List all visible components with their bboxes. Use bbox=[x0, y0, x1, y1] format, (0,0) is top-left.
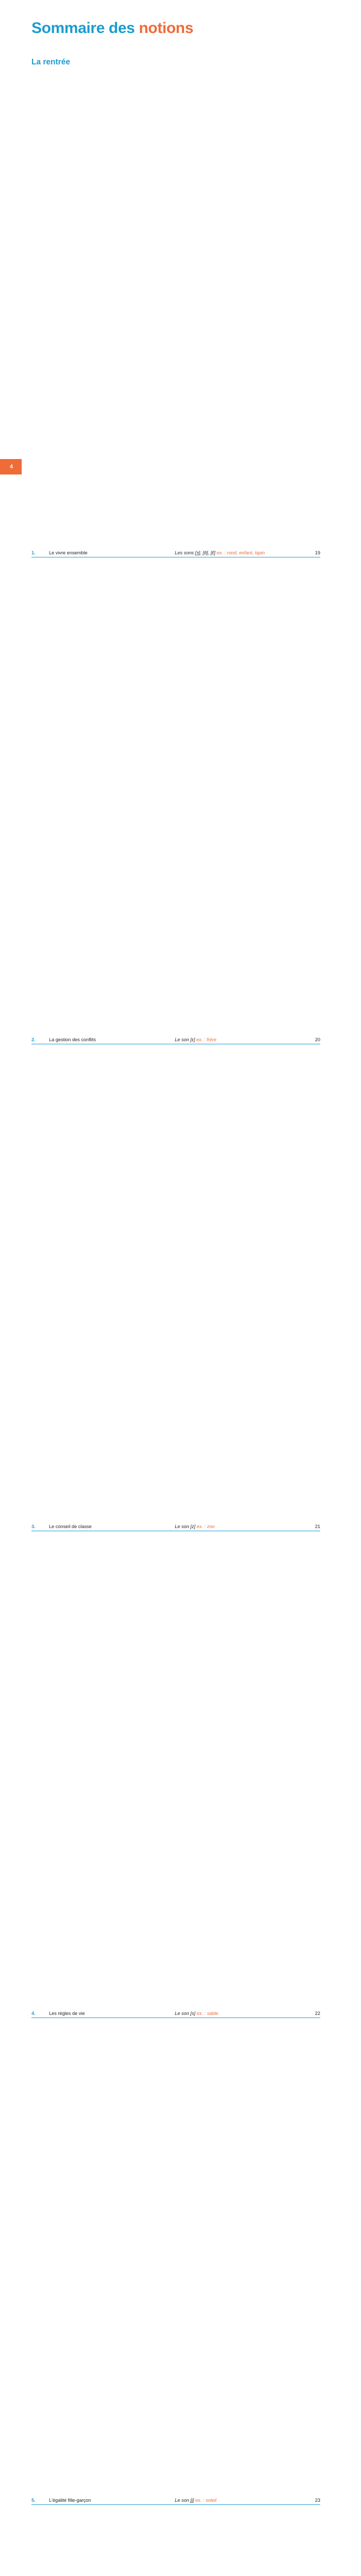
table-row[interactable] bbox=[31, 2018, 320, 2504]
toc-table bbox=[31, 70, 320, 2576]
entry-page bbox=[303, 2504, 320, 2576]
entry-title[interactable]: Les règles de vie bbox=[49, 1531, 175, 2018]
entry-number: 1. bbox=[31, 70, 49, 557]
notion-label: Le son [s] bbox=[175, 2010, 195, 2016]
section-heading: La rentrée bbox=[31, 58, 70, 66]
notion-example: ex. : soleil bbox=[195, 2497, 217, 2503]
page-number: 4 bbox=[9, 464, 13, 470]
entry-notion bbox=[175, 1531, 303, 2018]
table-row[interactable] bbox=[31, 1044, 320, 1531]
page-title-main: Sommaire des bbox=[31, 20, 139, 37]
notion-label: Les sons [ʒ], [ɑ̃], [ɛ̃] bbox=[175, 550, 216, 555]
entry-title[interactable]: Le vivre ensemble bbox=[49, 70, 175, 557]
entry-notion bbox=[175, 2018, 303, 2504]
notion-example: ex. : zoo bbox=[196, 1523, 215, 1529]
table-row[interactable] bbox=[31, 70, 320, 557]
entry-notion bbox=[175, 70, 303, 557]
notion-example: ex. : frère bbox=[196, 1037, 217, 1042]
entry-notion bbox=[175, 557, 303, 1044]
notion-label: Le son [j] bbox=[175, 2497, 194, 2503]
page-title-accent: notions bbox=[139, 20, 193, 37]
notion-example: ex. : rond, enfant, lapin bbox=[217, 550, 265, 555]
entry-number: 4. bbox=[31, 1531, 49, 2018]
entry-number: 5. bbox=[31, 2018, 49, 2504]
entry-page: 23 bbox=[303, 2018, 320, 2504]
entry-page: 21 bbox=[303, 1044, 320, 1531]
toc-container bbox=[31, 58, 320, 2576]
entry-page: 20 bbox=[303, 557, 320, 1044]
notion-label: Le son [ɛ] bbox=[175, 1037, 195, 1042]
entry-number bbox=[31, 2504, 49, 2576]
table-row[interactable] bbox=[31, 2504, 320, 2576]
entry-title[interactable]: La gestion des conflits bbox=[49, 557, 175, 1044]
entry-page: 22 bbox=[303, 1531, 320, 2018]
page-title bbox=[31, 20, 193, 37]
entry-notion bbox=[175, 1044, 303, 1531]
entry-title[interactable]: L'égalité fille-garçon bbox=[49, 2018, 175, 2504]
table-row[interactable] bbox=[31, 557, 320, 1044]
notion-example: ex. : sable bbox=[196, 2010, 219, 2016]
entry-notion bbox=[175, 2504, 303, 2576]
toc-section bbox=[31, 58, 320, 2576]
table-row[interactable] bbox=[31, 1531, 320, 2018]
entry-page: 19 bbox=[303, 70, 320, 557]
notion-label: Le son [z] bbox=[175, 1523, 195, 1529]
entry-number: 2. bbox=[31, 557, 49, 1044]
entry-title[interactable]: Le conseil de classe bbox=[49, 1044, 175, 1531]
entry-title[interactable] bbox=[49, 2504, 175, 2576]
entry-number: 3. bbox=[31, 1044, 49, 1531]
